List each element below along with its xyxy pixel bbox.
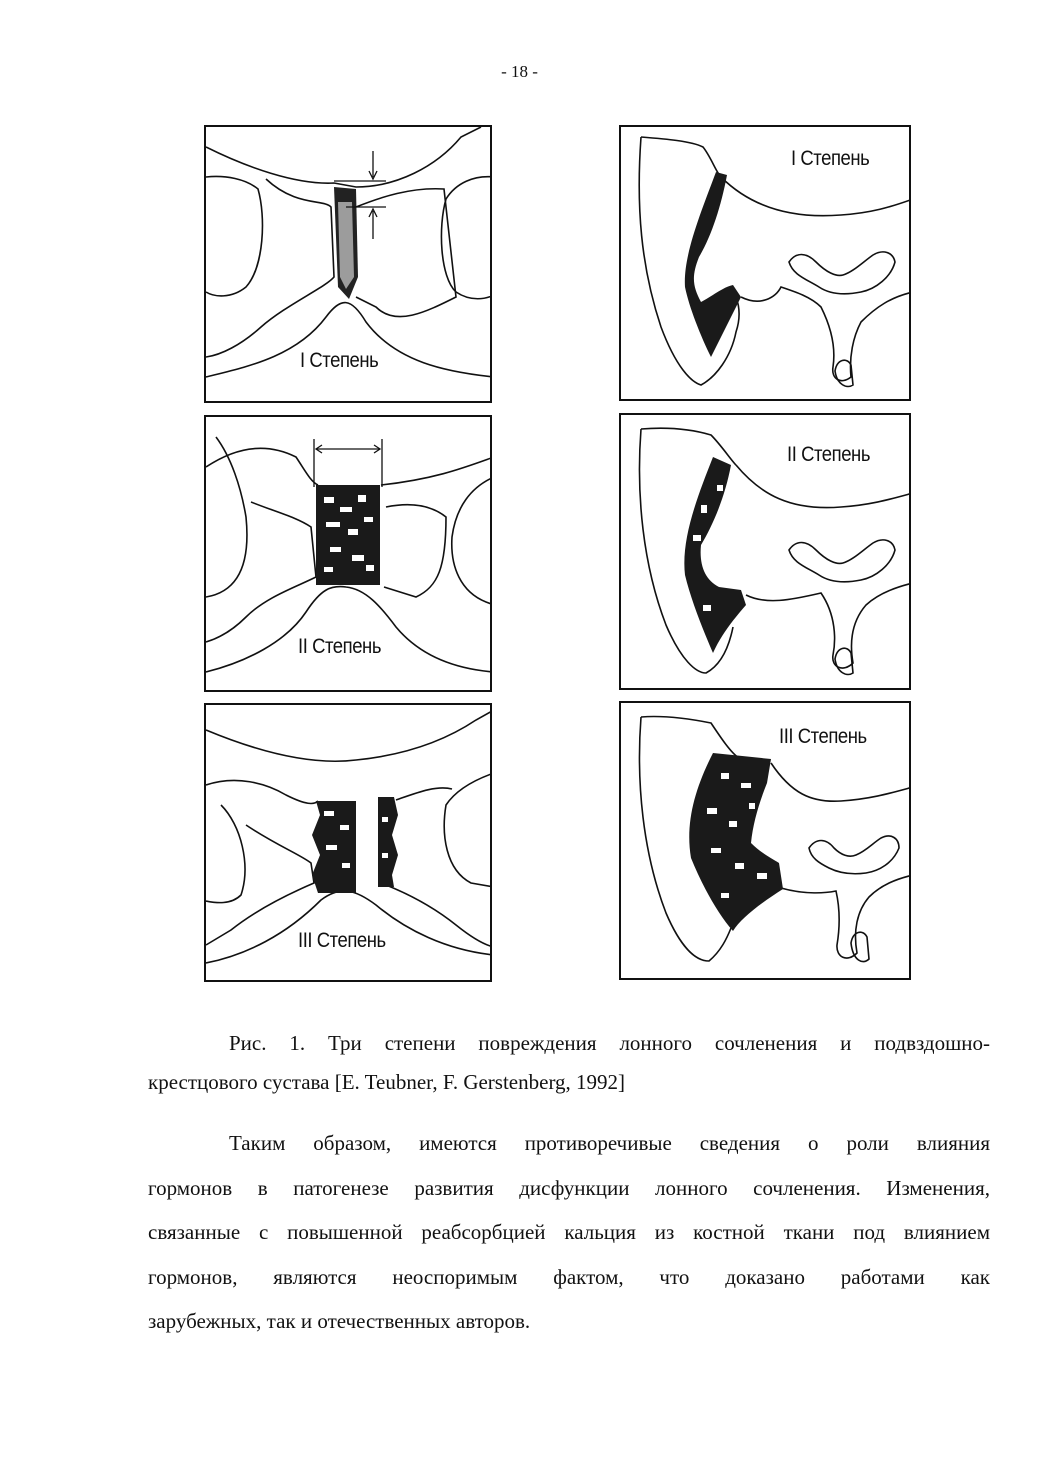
panel-label: II Степень [787, 443, 871, 466]
caption-line: крестцового сустава [E. Teubner, F. Gerstenberg, 1992] [148, 1070, 626, 1094]
caption-line: Рис. 1. Три степени повреждения лонного сочленения и подвздошно- [229, 1031, 990, 1055]
panel-label: II Степень [298, 635, 382, 658]
panel-label: I Степень [300, 349, 379, 372]
page-number: - 18 - [501, 62, 538, 81]
body-paragraph [148, 1121, 990, 1344]
figure-panel-symphysis-grade-2 [204, 415, 492, 692]
paragraph-line: гормонов, являются неоспоримым фактом, что доказано работами как [148, 1264, 990, 1289]
paragraph-line: связанные с повышенной реабсорбцией кальция из костной ткани под влиянием [148, 1220, 990, 1244]
paragraph-line: гормонов в патогенезе развития дисфункции лонного сочленения. Изменения, [148, 1175, 990, 1200]
panel-label: I Степень [791, 147, 870, 170]
figure-panel-sacroiliac-grade-3 [619, 701, 911, 980]
figure-panel-symphysis-grade-1 [204, 125, 492, 403]
paragraph-line: зарубежных, так и отечественных авторов. [148, 1309, 531, 1333]
figure-panel-sacroiliac-grade-2 [619, 413, 911, 690]
panel-label: III Степень [779, 725, 867, 748]
figure-caption [148, 1024, 990, 1102]
sacroiliac-grade-3-drawing [621, 703, 911, 980]
panel-label: III Степень [298, 929, 386, 952]
figure-panel-symphysis-grade-3 [204, 703, 492, 982]
figure-panel-sacroiliac-grade-1 [619, 125, 911, 401]
paragraph-line: Таким образом, имеются противоречивые сведения о роли влияния [229, 1131, 990, 1155]
